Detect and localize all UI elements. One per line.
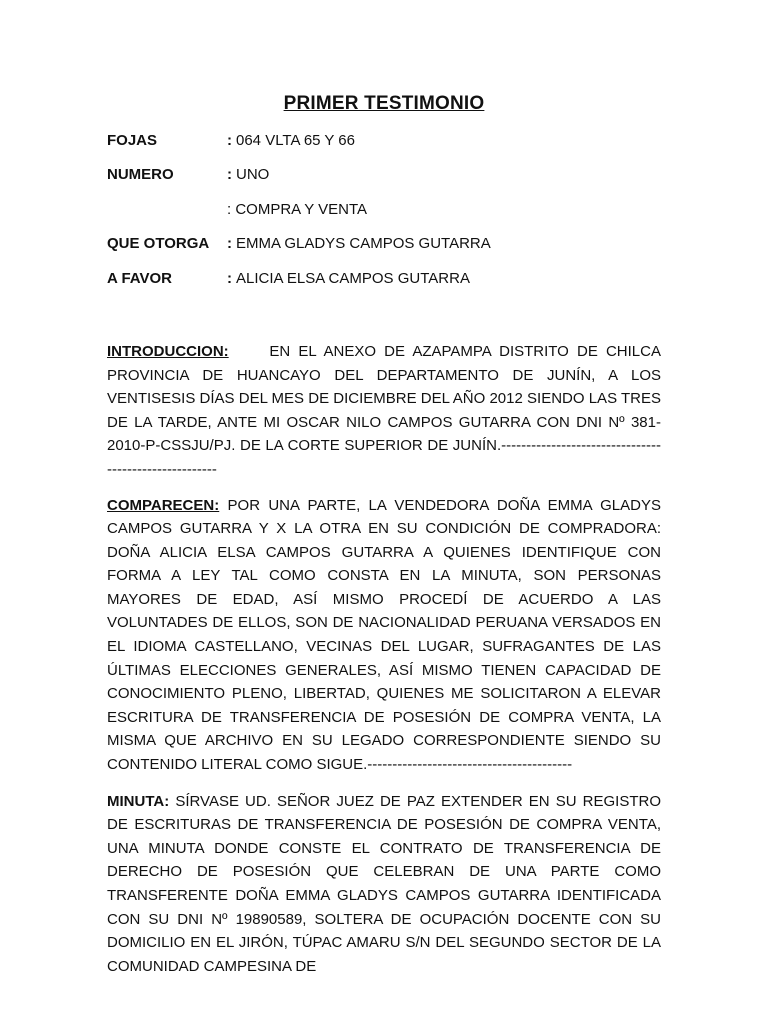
field-value: ALICIA ELSA CAMPOS GUTARRA: [236, 269, 470, 287]
intro-text: EN EL ANEXO DE AZAPAMPA DISTRITO DE CHILCA PROVINCIA DE HUANCAYO DEL DEPARTAMENTO DE JUNÍN, A LOS VENTISESIS DÍAS DEL MES DE DICIEMBRE DEL AÑO 2012 SIENDO LAS TRES DE LA TARDE, ANTE MI OSCAR NILO CAMPOS GUTARRA CON DNI Nº 381-2010-P-CSSJU/PJ. DE LA CORTE SUPERIOR DE JUNÍN.------------------------------------------------------: [107, 342, 661, 478]
comparecen-paragraph: [107, 494, 661, 777]
field-label: NUMERO: [107, 166, 174, 184]
field-value-wrap: : UNO: [227, 166, 270, 184]
comparecen-text: POR UNA PARTE, LA VENDEDORA DOÑA EMMA GLADYS CAMPOS GUTARRA Y X LA OTRA EN SU CONDICIÓN DE COMPRADORA: DOÑA ALICIA ELSA CAMPOS GUTARRA A QUIENES IDENTIFIQUE CON FORMA A LEY TAL COMO CONSTA EN LA MINUTA, SON PERSONAS MAYORES DE EDAD, ASÍ MISMO PROCEDÍ DE ACUERDO A LAS VOLUNTADES DE ELLOS, SON DE NACIONALIDAD PERUANA VERSADOS EN EL IDIOMA CASTELLANO, VECINAS DEL LUGAR, SUFRAGANTES DE LAS ÚLTIMAS ELECCIONES GENERALES, ASÍ MISMO TIENEN CAPACIDAD DE CONOCIMIENTO PLENO, LIBERTAD, QUIENES ME SOLICITARON A ELEVAR ESCRITURA DE TRANSFERENCIA DE POSESIÓN DE COMPRA VENTA, LA MISMA QUE ARCHIVO EN SU LEGADO CORRESPONDIENTE SIENDO SU CONTENIDO LITERAL COMO SIGUE.-----------------------------------------: [107, 496, 661, 774]
field-que-otorga: [107, 235, 661, 269]
header-fields: [107, 132, 661, 304]
minuta-text: SÍRVASE UD. SEÑOR JUEZ DE PAZ EXTENDER EN SU REGISTRO DE ESCRITURAS DE TRANSFERENCIA DE POSESIÓN DE COMPRA VENTA, UNA MINUTA DONDE CONSTE EL CONTRATO DE TRANSFERENCIA DE DERECHO DE POSESIÓN QUE CELEBRAN DE UNA PARTE COMO TRANSFERENTE DOÑA EMMA GLADYS CAMPOS GUTARRA IDENTIFICADA CON SU DNI Nº 19890589, SOLTERA DE OCUPACIÓN DOCENTE CON SU DOMICILIO EN EL JIRÓN, TÚPAC AMARU S/N DEL SEGUNDO SECTOR DE LA COMUNIDAD CAMPESINA DE: [107, 792, 661, 975]
field-value: COMPRA Y VENTA: [235, 200, 368, 218]
intro-heading: INTRODUCCION:: [107, 342, 229, 360]
field-fojas: [107, 132, 661, 166]
minuta-paragraph: [107, 790, 661, 979]
minuta-heading: MINUTA:: [107, 792, 170, 810]
comparecen-heading: COMPARECEN:: [107, 496, 220, 514]
field-value-wrap: : COMPRA Y VENTA: [227, 200, 368, 218]
field-tipo: [107, 201, 661, 235]
field-value-wrap: : EMMA GLADYS CAMPOS GUTARRA: [227, 235, 491, 253]
field-label: QUE OTORGA: [107, 235, 210, 253]
field-value-wrap: : ALICIA ELSA CAMPOS GUTARRA: [227, 269, 470, 287]
field-value-wrap: : 064 VLTA 65 Y 66: [227, 132, 355, 149]
field-label: FOJAS: [107, 132, 158, 149]
field-numero: [107, 166, 661, 200]
intro-paragraph: [107, 340, 661, 482]
field-value: 064 VLTA 65 Y 66: [236, 132, 355, 149]
field-a-favor: [107, 270, 661, 304]
field-value: UNO: [236, 166, 270, 184]
field-value: EMMA GLADYS CAMPOS GUTARRA: [236, 235, 491, 253]
field-label: A FAVOR: [107, 269, 173, 287]
document-title: PRIMER TESTIMONIO: [283, 93, 485, 114]
